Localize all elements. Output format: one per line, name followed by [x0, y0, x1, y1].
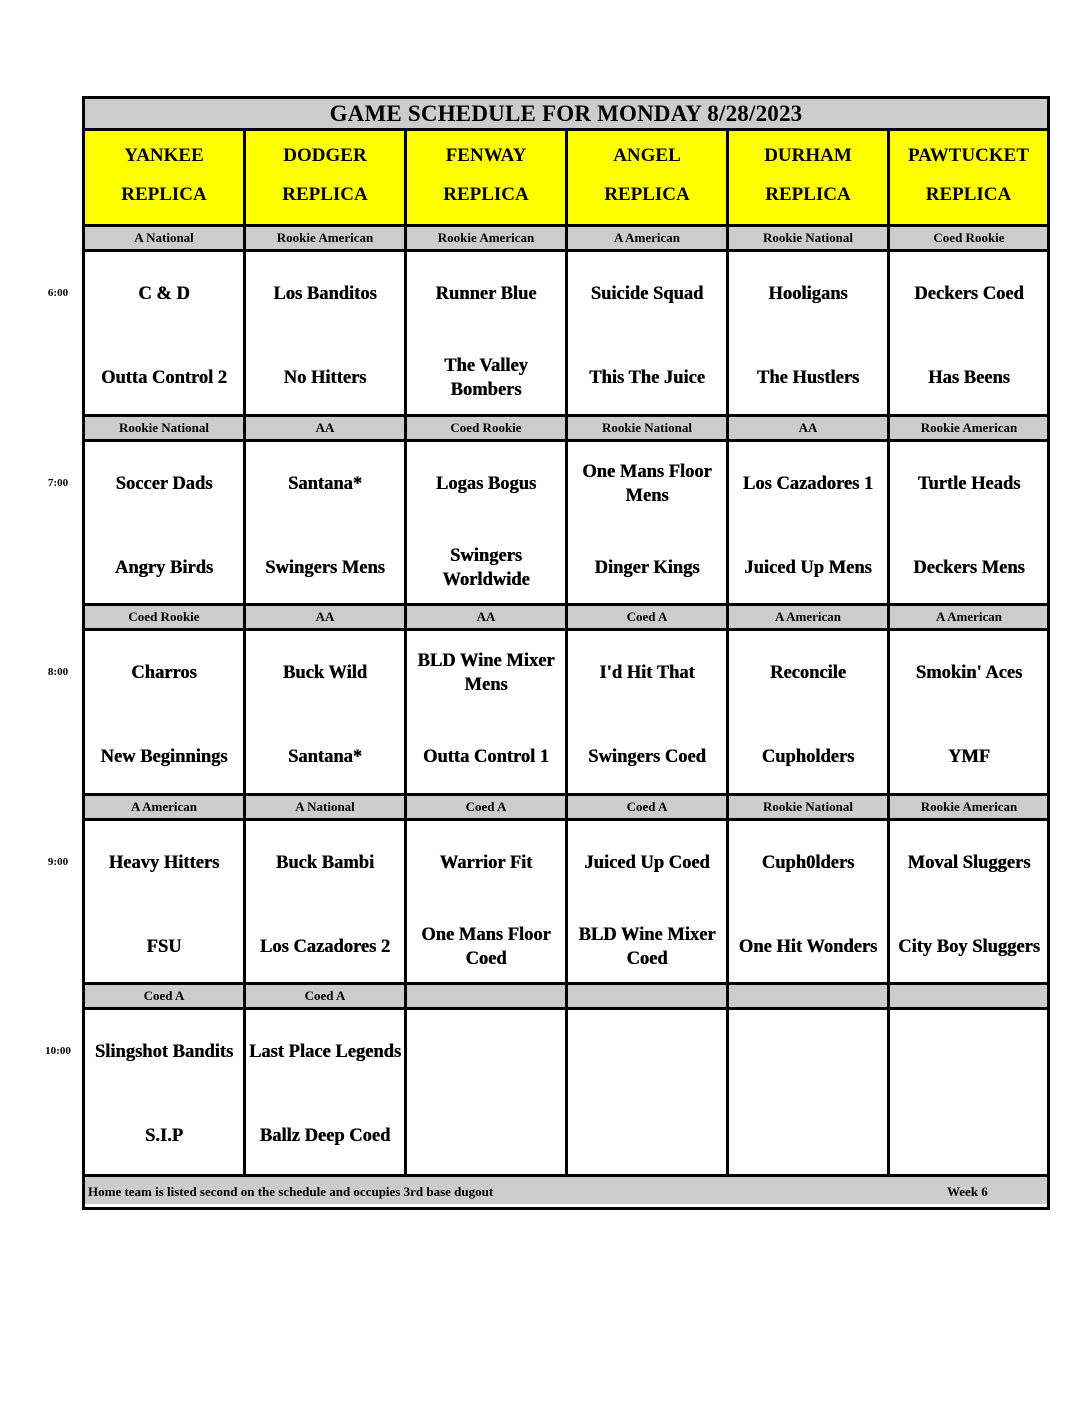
home-team: Swingers Mens	[265, 558, 385, 578]
home-team: Swingers Coed	[588, 747, 706, 767]
game-cell	[246, 252, 404, 412]
division-label: A American	[774, 609, 842, 624]
home-team	[568, 1110, 726, 1162]
column-divider	[726, 131, 729, 1174]
field-subtitle: REPLICA	[604, 184, 690, 205]
division-label: A American	[130, 799, 198, 814]
game-cell	[407, 631, 565, 791]
field-header-2	[407, 131, 565, 227]
game-cell	[568, 1010, 726, 1170]
division-label: Coed Rookie	[450, 420, 522, 435]
field-name: DURHAM	[764, 145, 852, 166]
away-team: Smokin' Aces	[915, 663, 1023, 683]
away-team: C & D	[138, 284, 190, 304]
away-team	[568, 1028, 726, 1076]
time-label: 9:00	[47, 856, 69, 868]
week-label: Week 6	[947, 1184, 988, 1199]
away-team: Logas Bogus	[435, 474, 537, 494]
footer-note: Home team is listed second on the schedule and occupies 3rd base dugout	[88, 1184, 494, 1199]
away-team	[407, 1028, 565, 1076]
field-name: PAWTUCKET	[907, 145, 1030, 166]
away-team: Soccer Dads	[115, 474, 213, 494]
game-cell	[568, 252, 726, 412]
field-header-1	[246, 131, 404, 227]
division-label: Coed A	[304, 988, 346, 1003]
division-label: Coed Rookie	[933, 230, 1005, 245]
time-label: 8:00	[47, 666, 69, 678]
home-team: New Beginnings	[100, 747, 228, 767]
home-team: Juiced Up Mens	[744, 558, 872, 578]
division-label: AA	[798, 420, 818, 435]
game-cell	[729, 442, 887, 602]
division-label: Rookie National	[763, 799, 853, 814]
field-subtitle: REPLICA	[925, 184, 1012, 205]
division-label: AA	[476, 609, 496, 624]
game-cell	[85, 631, 243, 791]
division-label: Rookie National	[763, 230, 853, 245]
home-team	[729, 1110, 887, 1162]
home-team	[890, 1110, 1048, 1162]
field-header-5	[890, 131, 1047, 227]
division-label: Rookie National	[119, 420, 209, 435]
home-team: S.I.P	[144, 1126, 184, 1146]
division-label: A National	[295, 799, 355, 814]
home-team: This The Juice	[589, 368, 705, 388]
division-label	[729, 985, 887, 1007]
home-team: BLD Wine Mixer Coed	[578, 925, 716, 969]
away-team: Reconcile	[769, 663, 847, 683]
division-label	[407, 985, 565, 1007]
away-team: Turtle Heads	[917, 474, 1021, 494]
home-team: Swingers Worldwide	[442, 546, 530, 590]
away-team: One Mans Floor Mens	[582, 462, 712, 506]
away-team: Hooligans	[768, 284, 848, 304]
away-team: Juiced Up Coed	[584, 853, 710, 873]
field-subtitle: REPLICA	[282, 184, 368, 205]
home-team: The Hustlers	[756, 368, 860, 388]
away-team: Los Cazadores 1	[742, 474, 874, 494]
game-cell	[246, 631, 404, 791]
away-team	[729, 1028, 887, 1076]
game-cell	[85, 252, 243, 412]
home-team: Ballz Deep Coed	[259, 1126, 391, 1146]
schedule-table	[82, 96, 1050, 1210]
game-cell	[85, 821, 243, 981]
division-label: Coed A	[465, 799, 507, 814]
away-team: Warrior Fit	[439, 853, 533, 873]
time-label: 6:00	[47, 287, 69, 299]
home-team: The Valley Bombers	[444, 356, 528, 400]
home-team: Santana*	[287, 747, 363, 767]
division-label	[890, 985, 1048, 1007]
game-cell	[729, 631, 887, 791]
away-team: Heavy Hitters	[108, 853, 220, 873]
away-team: Buck Wild	[282, 663, 368, 683]
division-label: Rookie American	[920, 799, 1018, 814]
game-cell	[246, 1010, 404, 1170]
home-team: FSU	[146, 937, 182, 957]
away-team: Slingshot Bandits	[94, 1042, 234, 1062]
away-team: Los Banditos	[273, 284, 377, 304]
division-label: AA	[315, 420, 335, 435]
schedule-title: GAME SCHEDULE FOR MONDAY 8/28/2023	[85, 99, 1047, 131]
field-header-3	[568, 131, 726, 227]
home-team: Los Cazadores 2	[259, 937, 391, 957]
away-team: Suicide Squad	[590, 284, 704, 304]
column-divider	[404, 131, 407, 1174]
home-team: Cupholders	[761, 747, 855, 767]
field-subtitle: REPLICA	[443, 184, 529, 205]
time-label: 10:00	[45, 1045, 71, 1057]
game-cell	[407, 821, 565, 981]
home-team: Outta Control 1	[422, 747, 550, 767]
game-cell	[729, 252, 887, 412]
away-team: Last Place Legends	[248, 1042, 402, 1062]
field-subtitle: REPLICA	[121, 184, 207, 205]
column-divider	[243, 131, 246, 1174]
field-header-4	[729, 131, 887, 227]
division-label	[568, 985, 726, 1007]
division-label: AA	[315, 609, 335, 624]
game-cell	[85, 442, 243, 602]
home-team: No Hitters	[283, 368, 367, 388]
away-team: Charros	[131, 663, 197, 683]
game-cell	[568, 821, 726, 981]
game-cell	[890, 442, 1048, 602]
home-team: One Mans Floor Coed	[421, 925, 551, 969]
column-divider	[565, 131, 568, 1174]
away-team: Santana*	[287, 474, 363, 494]
game-cell	[85, 1010, 243, 1170]
away-team: BLD Wine Mixer Mens	[417, 651, 555, 695]
field-name: YANKEE	[124, 145, 204, 166]
column-divider	[887, 131, 890, 1174]
home-team: Has Beens	[928, 368, 1010, 388]
game-cell	[568, 442, 726, 602]
game-cell	[407, 442, 565, 602]
game-cell	[246, 442, 404, 602]
division-label: Rookie American	[920, 420, 1018, 435]
home-team: One Hit Wonders	[738, 937, 878, 957]
field-name: FENWAY	[445, 145, 527, 166]
game-cell	[890, 821, 1048, 981]
game-cell	[729, 821, 887, 981]
game-cell	[407, 1010, 565, 1170]
home-team: YMF	[947, 747, 991, 767]
home-team: Dinger Kings	[594, 558, 700, 578]
home-team: City Boy Sluggers	[898, 937, 1040, 957]
division-label: Rookie American	[276, 230, 374, 245]
away-team: I'd Hit That	[599, 663, 695, 683]
away-team: Cuph0lders	[761, 853, 855, 873]
game-cell	[890, 631, 1048, 791]
division-label: Coed Rookie	[128, 609, 200, 624]
field-name: ANGEL	[613, 145, 681, 166]
division-label: A American	[613, 230, 681, 245]
game-cell	[407, 252, 565, 412]
away-team: Moval Sluggers	[907, 853, 1031, 873]
division-label: Rookie American	[437, 230, 535, 245]
time-label: 7:00	[47, 477, 69, 489]
away-team: Buck Bambi	[275, 853, 375, 873]
division-label: A American	[935, 609, 1003, 624]
game-cell	[246, 821, 404, 981]
home-team: Outta Control 2	[100, 368, 228, 388]
home-team: Angry Birds	[114, 558, 214, 578]
schedule-footer	[85, 1174, 1047, 1204]
field-subtitle: REPLICA	[765, 184, 851, 205]
game-cell	[890, 252, 1048, 412]
away-team: Deckers Coed	[914, 284, 1024, 304]
away-team	[890, 1028, 1048, 1076]
home-team: Deckers Mens	[913, 558, 1025, 578]
game-cell	[568, 631, 726, 791]
game-cell	[729, 1010, 887, 1170]
away-team: Runner Blue	[435, 284, 537, 304]
field-header-0	[85, 131, 243, 227]
field-name: DODGER	[283, 145, 367, 166]
division-label: Coed A	[143, 988, 185, 1003]
division-label: Coed A	[626, 609, 668, 624]
division-label: Coed A	[626, 799, 668, 814]
game-cell	[890, 1010, 1048, 1170]
division-label: Rookie National	[602, 420, 692, 435]
division-label: A National	[134, 230, 194, 245]
home-team	[407, 1110, 565, 1162]
